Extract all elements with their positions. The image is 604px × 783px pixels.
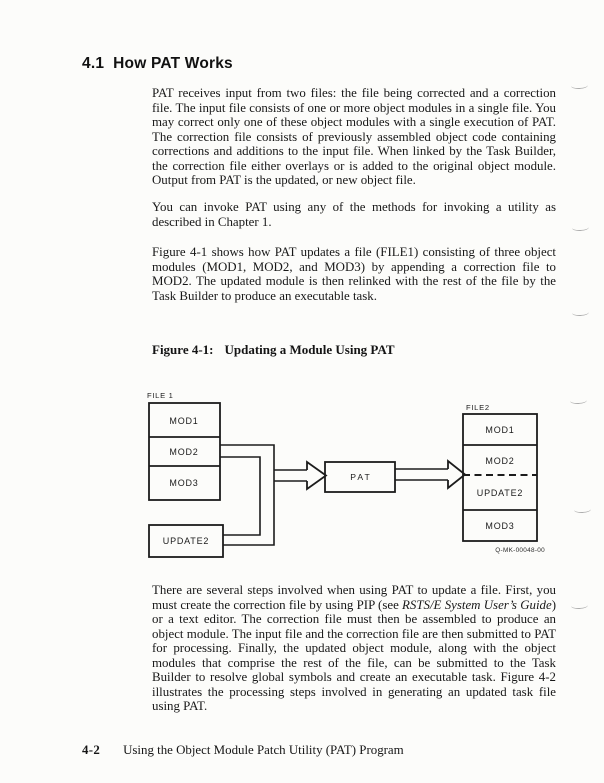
scan-edge-artifact (572, 309, 589, 317)
paragraph-pat-overview: PAT receives input from two files: the file being corrected and a correction file. The input file consists of one or more object modules in a single file. You may correct only one of these object modules with a single execution of PAT. The correction file consists of previously assembled object code containing corrections and additions to the input file. When linked by the Task Builder, the correction file either overlays or is added to the original object module. Output from PAT is the updated, or new object file. (152, 86, 556, 188)
file2-mod1-label: MOD1 (485, 425, 515, 435)
page-footer (82, 743, 404, 758)
file2-mod3-label: MOD3 (485, 521, 515, 531)
connector-outer-loop (220, 445, 274, 545)
scan-edge-artifact (571, 602, 588, 610)
footer-chapter-title: Using the Object Module Patch Utility (PAT) Program (123, 743, 404, 757)
connector-lines (220, 445, 465, 545)
page-number: 4-2 (82, 743, 101, 757)
diagram-boxes (149, 403, 537, 557)
connector-inner-loop (220, 457, 260, 535)
referenced-manual-title: RSTS/E System User’s Guide (402, 597, 552, 612)
scan-edge-artifact (571, 82, 588, 90)
file1-mod2-label: MOD2 (169, 447, 199, 457)
file2-update2-label: UPDATE2 (476, 488, 524, 498)
section-number: 4.1 (82, 55, 105, 72)
figure-caption-label: Figure 4-1: (152, 342, 214, 357)
figure-4-1-diagram (0, 385, 604, 565)
figure-caption (152, 342, 395, 358)
paragraph-update-steps (152, 583, 556, 714)
section-title: How PAT Works (113, 55, 233, 72)
scan-edge-artifact (572, 224, 589, 232)
file1-mod3-label: MOD3 (169, 478, 199, 488)
paragraph-steps-text-pre: There are several steps involved when using PAT to update a file. First, you must create the correction file by using PIP (see (152, 583, 556, 612)
section-heading (82, 54, 233, 73)
arrow-to-pat-head-icon (307, 462, 326, 489)
file2-label: FILE2 (466, 403, 490, 412)
figure-id-code: Q-MK-00048-00 (495, 547, 545, 554)
pat-label: PAT (350, 472, 372, 482)
paragraph-figure-intro: Figure 4-1 shows how PAT updates a file (FILE1) consisting of three object modules (MOD1, MOD2, and MOD3) by appending a correction file to MOD2. The updated module is then relinked with the rest of the file by the Task Builder to produce an executable task. (152, 245, 556, 303)
paragraph-steps-text-post: ) or a text editor. The correction file must then be assembled to produce an object module. The input file and the correction file are then submitted to PAT for processing. Finally, the updated object module, along with the object modules that comprise the rest of the file, can be submitted to the Task Builder to resolve global symbols and create an executable task. Figure 4-2 illustrates the processing steps involved in generating an updated task file using PAT. (152, 597, 556, 714)
file2-mod2-label: MOD2 (485, 456, 515, 466)
file1-label: FILE 1 (147, 391, 174, 400)
figure-caption-title: Updating a Module Using PAT (224, 342, 395, 357)
update2-label: UPDATE2 (162, 536, 210, 546)
paragraph-invoking-pat: You can invoke PAT using any of the methods for invoking a utility as described in Chapter 1. (152, 200, 556, 229)
file1-mod1-label: MOD1 (169, 416, 199, 426)
